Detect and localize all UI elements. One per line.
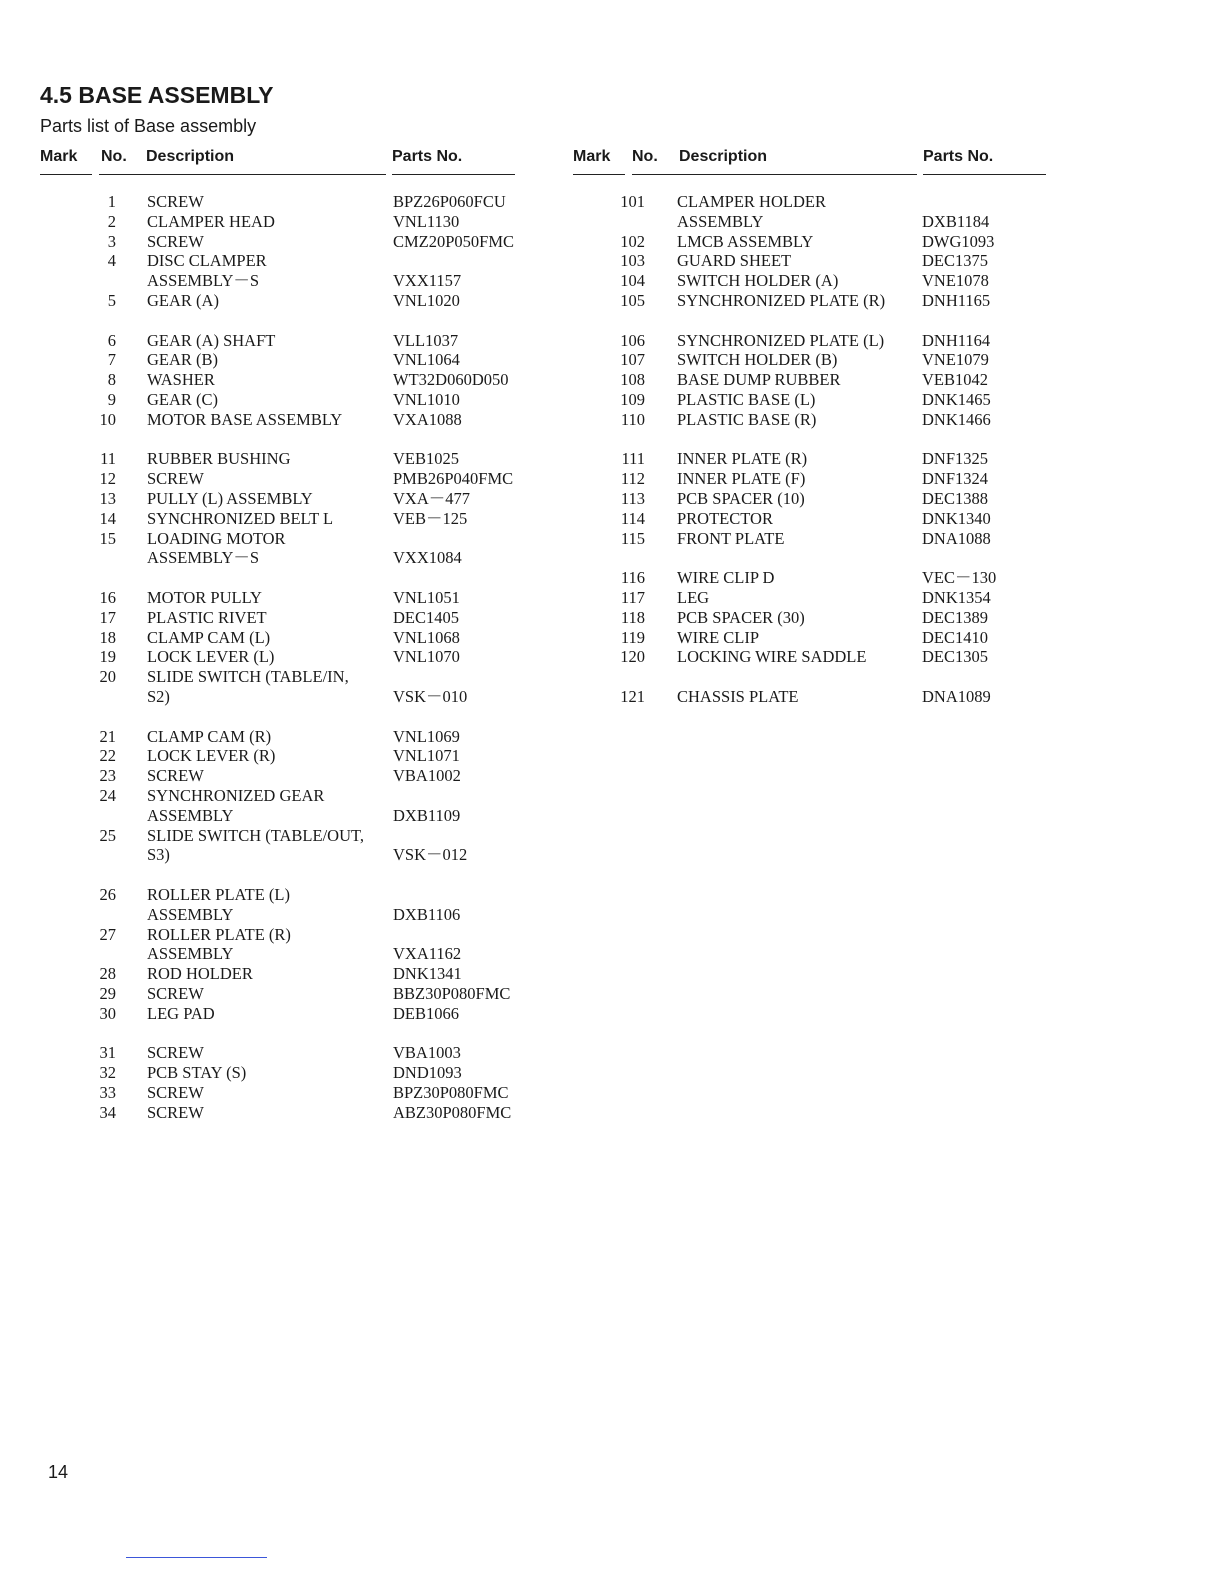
part-description: FRONT PLATE [677,528,785,548]
part-code: DNK1341 [393,964,462,984]
part-description: PLASTIC RIVET [147,607,267,627]
part-description: SCREW [147,1083,204,1102]
part-description: RUBBER BUSHING [147,449,291,469]
part-number-index: 13 [99,489,116,508]
part-description: SWITCH HOLDER (B) [677,350,838,370]
part-description: ASSEMBLY [147,904,234,924]
part-code: BBZ30P080FMC [393,984,511,1003]
part-number-index: 105 [620,291,645,310]
header-underline-parts [392,174,515,175]
part-description: DISC CLAMPER [147,251,267,271]
part-number-index: 118 [620,607,645,627]
part-description: SYNCHRONIZED BELT L [147,508,334,528]
part-code: VEB－125 [393,508,468,528]
part-code: DXB1106 [393,904,461,924]
left-column-headers [40,148,520,174]
part-number-index: 102 [620,231,645,251]
part-description: SYNCHRONIZED PLATE (R) [677,291,886,310]
part-code: DXB1109 [393,805,461,825]
part-description: SCREW [147,1043,204,1063]
part-description: CHASSIS PLATE [677,687,799,706]
part-description: MOTOR BASE ASSEMBLY [147,409,343,429]
header-underline-no-desc [632,174,917,175]
part-description: WIRE CLIP D [677,568,775,588]
part-number-index: 2 [107,211,116,231]
part-description: SWITCH HOLDER (A) [677,271,839,291]
part-number-index: 34 [99,1102,116,1122]
part-description: ASSEMBLY [677,211,764,231]
part-code: VXA－477 [393,489,470,508]
part-description: SLIDE SWITCH (TABLE/IN, [147,667,349,687]
part-code: DEC1375 [922,251,988,271]
part-number-index: 32 [99,1063,116,1083]
part-description: LOCKING WIRE SADDLE [677,647,867,667]
part-description: CLAMPER HOLDER [677,192,826,211]
part-code: DEC1388 [922,489,988,508]
part-number-index: 109 [620,390,645,409]
part-number-index: 27 [99,924,116,944]
part-code: DXB1184 [922,211,990,231]
part-description: WASHER [147,370,215,390]
part-number-index: 29 [99,984,116,1003]
header-underline-no-desc [99,174,386,175]
part-description: S3) [147,845,170,865]
part-number-index: 5 [107,291,116,310]
part-number-index: 22 [99,746,116,766]
part-number-index: 30 [99,1003,116,1023]
part-code: VNL1069 [393,726,460,746]
part-description: SYNCHRONIZED PLATE (L) [677,330,885,350]
right-column-headers [573,148,1053,174]
header-description: Description [679,148,768,165]
part-code: PMB26P040FMC [393,469,514,489]
part-number-index: 121 [620,687,645,706]
header-no: No. [632,148,658,165]
header-no: No. [101,148,127,165]
part-code: DEC1305 [922,647,988,667]
part-description: LOADING MOTOR [147,528,286,548]
part-description: ROLLER PLATE (L) [147,885,290,904]
part-code: VSK－010 [393,687,468,706]
part-number-index: 21 [99,726,116,746]
part-code: DNA1089 [922,687,991,706]
header-mark: Mark [40,148,78,165]
header-parts-no: Parts No. [392,148,463,165]
part-number-index: 107 [620,350,645,370]
part-description: SCREW [147,469,204,489]
part-code: VNL1020 [393,291,460,310]
part-code: VLL1037 [393,330,459,350]
part-number-index: 15 [99,528,116,548]
part-description: LEG [677,588,710,607]
part-code: DNK1465 [922,390,991,409]
part-code: DNF1324 [922,469,989,489]
part-code: VNL1051 [393,588,460,607]
part-code: VXA1162 [393,944,462,964]
part-description: GEAR (A) [147,291,219,310]
part-number-index: 14 [99,508,116,528]
header-underline-mark [40,174,92,175]
part-description: GEAR (C) [147,390,219,409]
part-code: DND1093 [393,1063,462,1083]
part-description: SCREW [147,231,204,251]
part-description: LOCK LEVER (L) [147,647,275,667]
part-description: LMCB ASSEMBLY [677,231,814,251]
part-description: MOTOR PULLY [147,588,262,607]
part-number-index: 11 [100,449,116,469]
part-description: SLIDE SWITCH (TABLE/OUT, [147,825,364,845]
part-number-index: 1 [107,192,116,211]
part-code: DWG1093 [922,231,995,251]
part-description: S2) [147,687,170,706]
page-number: 14 [48,1462,69,1482]
part-description: WIRE CLIP [677,627,760,647]
part-code: VEB1042 [922,370,988,390]
part-number-index: 12 [99,469,116,489]
part-description: PULLY (L) ASSEMBLY [147,489,313,508]
part-number-index: 3 [107,231,116,251]
part-code: DNH1164 [922,330,991,350]
part-number-index: 4 [107,251,116,271]
part-code: DNH1165 [922,291,991,310]
part-code: BPZ26P060FCU [393,192,506,211]
part-number-index: 110 [620,409,645,429]
part-code: BPZ30P080FMC [393,1083,509,1102]
part-code: DEB1066 [393,1003,459,1023]
part-number-index: 33 [99,1083,116,1102]
part-code: DNF1325 [922,449,989,469]
part-description: ASSEMBLY－S [147,548,260,568]
part-number-index: 112 [620,469,645,489]
header-mark: Mark [573,148,611,165]
part-number-index: 108 [620,370,645,390]
part-description: GUARD SHEET [677,251,792,271]
part-code: VNE1078 [922,271,989,291]
part-description: SCREW [147,984,204,1003]
part-description: INNER PLATE (R) [677,449,808,469]
section-title: 4.5 BASE ASSEMBLY [40,82,274,108]
part-code: VNL1068 [393,627,460,647]
subtitle: Parts list of Base assembly [40,116,257,136]
part-number-index: 120 [620,647,645,667]
part-number-index: 16 [99,588,116,607]
part-description: ROLLER PLATE (R) [147,924,291,944]
part-description: PCB SPACER (30) [677,607,805,627]
header-parts-no: Parts No. [923,148,994,165]
part-number-index: 20 [99,667,116,687]
part-description: GEAR (A) SHAFT [147,330,276,350]
part-code: VNL1071 [393,746,460,766]
part-description: ROD HOLDER [147,964,253,984]
part-number-index: 18 [99,627,116,647]
part-code: VXX1157 [393,271,462,291]
part-number-index: 104 [620,271,645,291]
header-description: Description [146,148,235,165]
part-number-index: 9 [107,390,116,409]
part-code: VBA1002 [393,766,461,786]
part-code: DNK1340 [922,508,991,528]
part-code: DNK1466 [922,409,991,429]
part-description: SCREW [147,192,204,211]
part-code: VXX1084 [393,548,462,568]
part-description: PCB STAY (S) [147,1063,247,1083]
part-description: PCB SPACER (10) [677,489,805,508]
part-description: CLAMP CAM (L) [147,627,271,647]
part-code: ABZ30P080FMC [393,1102,512,1122]
part-description: ASSEMBLY [147,944,234,964]
part-number-index: 17 [99,607,116,627]
part-number-index: 101 [620,192,645,211]
part-description: PLASTIC BASE (L) [677,390,816,409]
part-code: DEC1410 [922,627,988,647]
part-description: SCREW [147,766,204,786]
part-code: VBA1003 [393,1043,461,1063]
part-description: BASE DUMP RUBBER [677,370,841,390]
header-underline-parts [923,174,1046,175]
part-code: DEC1389 [922,607,988,627]
part-number-index: 25 [99,825,116,845]
part-code: DEC1405 [393,607,459,627]
part-code: VNL1130 [393,211,460,231]
part-number-index: 24 [99,786,116,805]
part-description: LEG PAD [147,1003,215,1023]
part-code: VXA1088 [393,409,462,429]
part-number-index: 19 [99,647,116,667]
part-code: CMZ20P050FMC [393,231,515,251]
part-code: VNL1070 [393,647,460,667]
part-description: CLAMPER HEAD [147,211,275,231]
part-code: DNA1088 [922,528,991,548]
part-description: INNER PLATE (F) [677,469,806,489]
part-number-index: 8 [107,370,116,390]
part-description: GEAR (B) [147,350,219,370]
part-number-index: 7 [107,350,116,370]
part-number-index: 23 [99,766,116,786]
part-description: SCREW [147,1102,204,1122]
part-number-index: 106 [620,330,645,350]
part-code: VNE1079 [922,350,989,370]
part-code: DNK1354 [922,588,991,607]
part-code: VNL1010 [393,390,460,409]
part-number-index: 115 [620,528,645,548]
part-number-index: 28 [99,964,116,984]
part-number-index: 31 [99,1043,116,1063]
part-number-index: 114 [620,508,645,528]
part-number-index: 103 [620,251,645,271]
part-description: PROTECTOR [677,508,773,528]
footer-rule [126,1557,267,1558]
header-underline-mark [573,174,625,175]
part-code: WT32D060D050 [393,370,509,390]
part-code: VNL1064 [393,350,460,370]
part-description: CLAMP CAM (R) [147,726,272,746]
part-number-index: 10 [99,409,116,429]
part-number-index: 117 [620,588,645,607]
part-number-index: 113 [620,489,645,508]
part-number-index: 119 [620,627,645,647]
part-description: ASSEMBLY－S [147,271,260,291]
part-number-index: 111 [621,449,645,469]
part-number-index: 6 [107,330,116,350]
part-description: PLASTIC BASE (R) [677,409,817,429]
part-description: SYNCHRONIZED GEAR [147,786,325,805]
part-code: VEC－130 [922,568,997,588]
part-description: LOCK LEVER (R) [147,746,276,766]
part-code: VEB1025 [393,449,459,469]
part-number-index: 116 [620,568,645,588]
part-description: ASSEMBLY [147,805,234,825]
part-code: VSK－012 [393,845,468,865]
part-number-index: 26 [99,885,116,904]
